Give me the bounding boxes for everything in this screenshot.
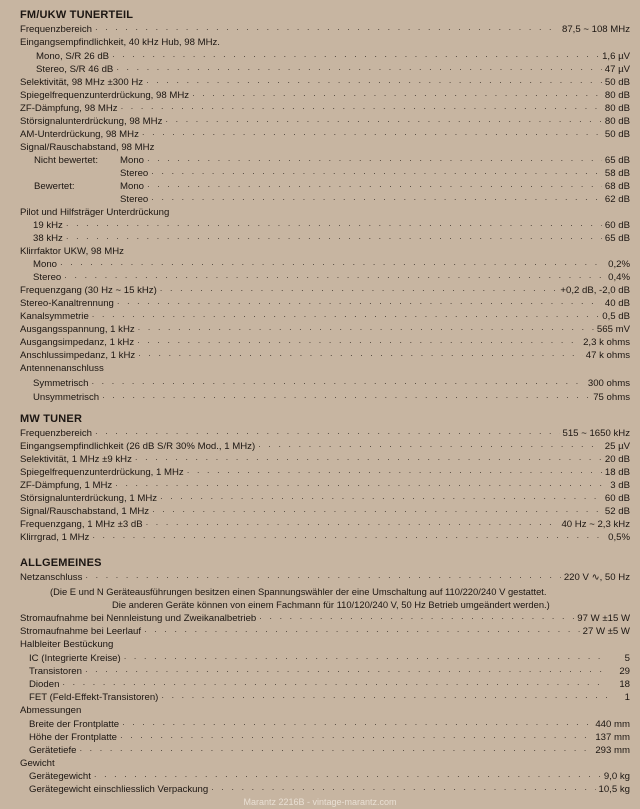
spec-row: AM-Unterdrückung, 98 MHz · · · 50 dB [20,129,630,142]
spec-row: Breite der Frontplatte · · · 440 mm [29,719,630,732]
spec-row: Anschlussimpedanz, 1 kHz · · · 47 k ohms [20,350,630,363]
spec-row: Unsymmetrisch · · · 75 ohms [33,392,630,405]
spec-row: Pilot und Hilfsträger Unterdrückung [20,207,170,218]
spec-row: Frequenzgang (30 Hz ~ 15 kHz) · · · +0,2 dB, -2,0 dB [20,285,630,298]
spec-row: Netzanschluss · · · 220 V ∿, 50 Hz [20,572,630,585]
spec-row: Halbleiter Bestückung [20,639,114,650]
spec-row: Frequenzgang, 1 MHz ±3 dB · · · 40 Hz ~ 2,3 kHz [20,519,630,532]
spec-row: IC (Integrierte Kreise) · · · 5 [29,653,630,666]
spec-row: Gerätegewicht · · · 9,0 kg [29,771,630,784]
spec-row: Ausgangsimpedanz, 1 kHz · · · 2,3 k ohms [20,337,630,350]
spec-row: ZF-Dämpfung, 1 MHz · · · 3 dB [20,480,630,493]
spec-row: Frequenzbereich · · · 87,5 ~ 108 MHz [20,24,630,37]
spec-row: Stereo · · · 58 dB [34,168,630,181]
spec-row: Gerätetiefe · · · 293 mm [29,745,630,758]
spec-row: Frequenzbereich · · · 515 ~ 1650 kHz [20,428,630,441]
general-section-title: ALLGEMEINES [20,557,102,569]
spec-row: Nicht bewertet: Mono · · · 65 dB [34,155,630,168]
spec-row: Ausgangsspannung, 1 kHz · · · 565 mV [20,324,630,337]
spec-row: ZF-Dämpfung, 98 MHz · · · 80 dB [20,103,630,116]
spec-row: Dioden · · · 18 [29,679,630,692]
spec-row: Höhe der Frontplatte · · · 137 mm [29,732,630,745]
spec-row: Gerätegewicht einschliesslich Verpackung · · · 10,5 kg [29,784,630,797]
footer-caption: Marantz 2216B - vintage-marantz.com [243,797,397,807]
spec-row: Spiegelfrequenzunterdrückung, 98 MHz · · · 80 dB [20,90,630,103]
spec-row: Spiegelfrequenzunterdrückung, 1 MHz · · · 18 dB [20,467,630,480]
spec-row: Stereo · · · 62 dB [34,194,630,207]
spec-row: Bewertet: Mono · · · 68 dB [34,181,630,194]
spec-row: Klirrgrad, 1 MHz · · · 0,5% [20,532,630,545]
spec-row: Signal/Rauschabstand, 98 MHz [20,142,155,153]
spec-row: 19 kHz · · · 60 dB [33,220,630,233]
spec-row: Mono · · · 0,2% [33,259,630,272]
mw-section-title: MW TUNER [20,413,83,425]
spec-row: Signal/Rauschabstand, 1 MHz · · · 52 dB [20,506,630,519]
spec-row: Störsignalunterdrückung, 1 MHz · · · 60 dB [20,493,630,506]
spec-row: Symmetrisch · · · 300 ohms [33,378,630,391]
spec-row: Abmessungen [20,705,82,716]
spec-row: Stereo · · · 0,4% [33,272,630,285]
spec-row: Mono, S/R 26 dB · · · 1,6 µV [36,51,630,64]
spec-row: Transistoren · · · 29 [29,666,630,679]
spec-row: FET (Feld-Effekt-Transistoren) · · · 1 [29,692,630,705]
spec-row: 38 kHz · · · 65 dB [33,233,630,246]
spec-row: Stereo-Kanaltrennung · · · 40 dB [20,298,630,311]
voltage-note-line-2: Die anderen Geräte können von einem Fachmann für 110/120/240 V, 50 Hz Betrieb umgeändert werden.) [112,599,550,610]
spec-row: Kanalsymmetrie · · · 0,5 dB [20,311,630,324]
spec-row: Eingangsempfindlichkeit (26 dB S/R 30% Mod., 1 MHz) · · · 25 µV [20,441,630,454]
spec-row: Gewicht [20,758,55,769]
spec-row: Stereo, S/R 46 dB · · · 47 µV [36,64,630,77]
spec-row: Selektivität, 98 MHz ±300 Hz · · · 50 dB [20,77,630,90]
voltage-note-line-1: (Die E und N Geräteausführungen besitzen einen Spannungswähler der eine Umschaltung auf 110/220/240 V gestattet. [50,586,547,597]
spec-row: Eingangsempfindlichkeit, 40 kHz Hub, 98 MHz. [20,37,220,48]
spec-row: Selektivität, 1 MHz ±9 kHz · · · 20 dB [20,454,630,467]
spec-row: Antennenanschluss [20,363,104,374]
spec-row: Störsignalunterdrückung, 98 MHz · · · 80 dB [20,116,630,129]
spec-row: Stromaufnahme bei Leerlauf · · · 27 W ±5 W [20,626,630,639]
spec-row: Stromaufnahme bei Nennleistung und Zweikanalbetrieb · · · 97 W ±15 W [20,613,630,626]
spec-row: Klirrfaktor UKW, 98 MHz [20,246,124,257]
fm-section-title: FM/UKW TUNERTEIL [20,9,134,21]
